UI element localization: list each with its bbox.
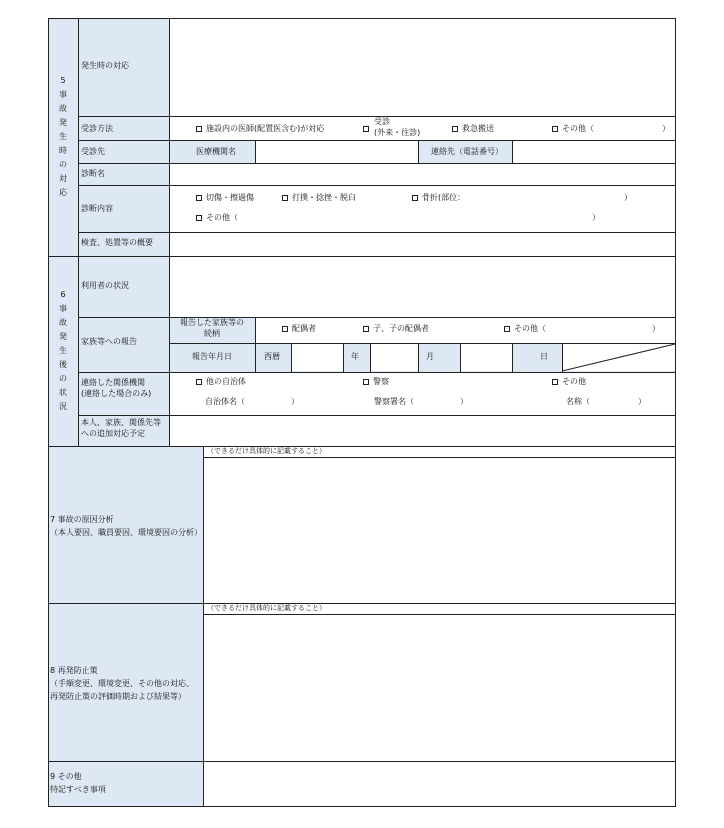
sec8-title: 8 再発防止策 （手順変更、環境変更、その他の対応、 再発防止策の評価時期および結果等） bbox=[50, 666, 194, 701]
family-report-label: 家族等への報告 bbox=[81, 337, 137, 346]
month-input[interactable] bbox=[370, 344, 418, 371]
month-label: 月 bbox=[426, 352, 434, 361]
close-paren: ） bbox=[624, 193, 632, 202]
hospital-name-label: 医療機関名 bbox=[196, 147, 236, 156]
checkbox-icon[interactable] bbox=[552, 379, 558, 385]
day-label: 日 bbox=[540, 352, 548, 361]
diag-option-fracture[interactable]: 骨折(部位： bbox=[412, 193, 465, 204]
consult-option-other[interactable]: その他（ bbox=[552, 124, 594, 135]
close-paren: ） bbox=[662, 124, 670, 133]
sec9-title: 9 その他 特記すべき事項 bbox=[50, 772, 106, 794]
user-status-input[interactable] bbox=[169, 256, 675, 317]
date-slash-mark bbox=[562, 343, 675, 372]
close-paren: ） bbox=[291, 397, 299, 406]
user-status-label: 利用者の状況 bbox=[81, 281, 129, 290]
consult-option-facility-doctor[interactable]: 施設内の医師(配置医含む)が対応 bbox=[196, 124, 324, 135]
diag-option-cut[interactable]: 切傷・擦過傷 bbox=[196, 193, 254, 204]
checkbox-icon[interactable] bbox=[363, 326, 369, 332]
diag-option-other[interactable]: その他（ bbox=[196, 213, 238, 224]
hospital-name-input[interactable] bbox=[255, 140, 418, 163]
sec7-title: 7 事故の原因分析 （本人要因、職員要因、環境要因の分析） bbox=[50, 515, 202, 537]
diagnosis-label: 診断名 bbox=[81, 169, 105, 178]
year-label: 年 bbox=[351, 352, 359, 361]
consult-dest-label: 受診先 bbox=[81, 147, 105, 156]
followup-label: 本人、家族、関係先等 への追加対応予定 bbox=[81, 418, 161, 438]
checkbox-icon[interactable] bbox=[282, 326, 288, 332]
diag-option-bruise[interactable]: 打撲・捻挫・脱臼 bbox=[282, 193, 356, 204]
close-paren: ） bbox=[652, 324, 660, 333]
report-date-label: 報告年月日 bbox=[192, 352, 232, 361]
year-input[interactable] bbox=[291, 344, 343, 371]
consult-option-ambulance[interactable]: 救急搬送 bbox=[452, 124, 494, 135]
sec6-title: 6 事 故 発 生 後 の 状 況 bbox=[59, 290, 67, 411]
sec7-9-label-column bbox=[48, 446, 203, 806]
consult-option-visit-label: 受診 (外来・往診) bbox=[374, 117, 421, 137]
cause-analysis-input[interactable] bbox=[203, 457, 675, 603]
contact-input[interactable] bbox=[512, 140, 675, 163]
municipality-name-label: 自治体名（ bbox=[205, 397, 245, 406]
prevention-input[interactable] bbox=[203, 614, 675, 761]
checkbox-icon[interactable] bbox=[363, 379, 369, 385]
consult-option-visit-checkbox[interactable] bbox=[363, 124, 373, 135]
close-paren: ） bbox=[460, 397, 468, 406]
day-input[interactable] bbox=[460, 344, 512, 371]
sec7-note: （できるだけ具体的に記載すること） bbox=[207, 447, 326, 455]
era-label: 西暦 bbox=[264, 352, 280, 361]
org-option-municipality[interactable]: 他の自治体 bbox=[196, 377, 246, 388]
checkbox-icon[interactable] bbox=[363, 126, 369, 132]
followup-input[interactable] bbox=[169, 415, 675, 446]
checkbox-icon[interactable] bbox=[282, 195, 288, 201]
other-notes-input[interactable] bbox=[203, 761, 675, 806]
police-name-label: 警察署名（ bbox=[374, 397, 414, 406]
response-input[interactable] bbox=[169, 18, 675, 116]
contact-label: 連絡先（電話番号） bbox=[431, 147, 503, 156]
consult-method-label: 受診方法 bbox=[81, 124, 113, 133]
checkbox-icon[interactable] bbox=[196, 215, 202, 221]
other-name-label: 名称（ bbox=[566, 397, 590, 406]
checkbox-icon[interactable] bbox=[452, 126, 458, 132]
response-label: 発生時の対応 bbox=[81, 61, 129, 70]
family-option-child[interactable]: 子、子の配偶者 bbox=[363, 324, 429, 335]
sec8-note: （できるだけ具体的に記載すること） bbox=[207, 604, 326, 612]
contacted-org-label: 連絡した関係機関 (連絡した場合のみ) bbox=[81, 378, 152, 398]
diagnosis-input[interactable] bbox=[169, 163, 675, 185]
org-option-police[interactable]: 警察 bbox=[363, 377, 389, 388]
org-option-other[interactable]: その他 bbox=[552, 377, 586, 388]
sec5-label-column bbox=[78, 18, 169, 256]
checkbox-icon[interactable] bbox=[552, 126, 558, 132]
exam-label: 検査、処置等の概要 bbox=[81, 238, 153, 247]
checkbox-icon[interactable] bbox=[196, 126, 202, 132]
checkbox-icon[interactable] bbox=[412, 195, 418, 201]
exam-input[interactable] bbox=[169, 232, 675, 256]
checkbox-icon[interactable] bbox=[196, 195, 202, 201]
reported-family-label: 報告した家族等の 続柄 bbox=[180, 318, 244, 338]
checkbox-icon[interactable] bbox=[196, 379, 202, 385]
family-option-spouse[interactable]: 配偶者 bbox=[282, 324, 316, 335]
family-option-other[interactable]: その他（ bbox=[504, 324, 546, 335]
sec5-title: 5 事 故 発 生 時 の 対 応 bbox=[59, 76, 67, 197]
diag-content-label: 診断内容 bbox=[81, 204, 113, 213]
close-paren: ） bbox=[592, 213, 600, 222]
close-paren: ） bbox=[638, 397, 646, 406]
checkbox-icon[interactable] bbox=[504, 326, 510, 332]
